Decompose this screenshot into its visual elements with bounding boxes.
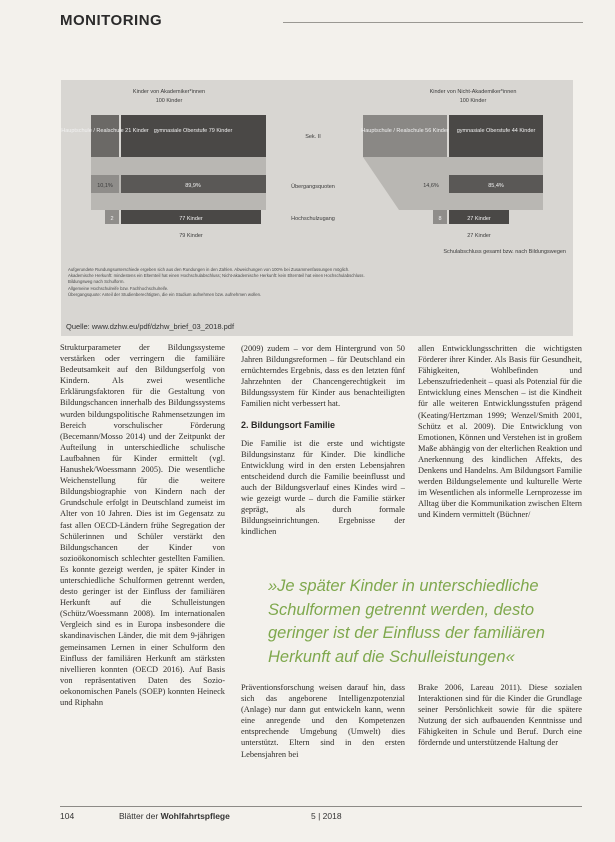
body-paragraph: (2009) zudem – vor dem Hintergrund von 50 Jahren Bildungsreformen – für Deutschland ein ernüchterndes Ergebnis, dass es den letzten fünf Jahrzehnten der Chancengerechtigkeit im Bildungssystem für Kinder aus benachteiligten Familien nicht verbessert hat. xyxy=(241,344,405,409)
right-bottom-big-value: 27 Kinder xyxy=(467,216,491,222)
right-small-block xyxy=(363,115,447,157)
stage-sek2: Sek. II xyxy=(305,134,321,140)
pull-quote: »Je später Kinder in unterschiedliche Schulformen getrennt werden, desto geringer ist der Einfluss der familiären Herkunft auf die Schulleistungen« xyxy=(268,577,545,666)
right-big-block xyxy=(449,115,543,157)
right-group-total: 100 Kinder xyxy=(459,98,487,104)
footer-rule xyxy=(60,806,582,807)
figure-note: Akademische Herkunft: mindestens ein Elternteil hat einen Hochschulabschluss; Nicht-akademische Herkunft: kein Elternteil hat einen Hochschulabschluss. xyxy=(68,273,365,279)
right-bottom-small-value: 8 xyxy=(438,216,442,222)
figure-note: Allgemeine Hochschulreife bzw. Fachhochschulreife. xyxy=(68,285,169,291)
figure-note: Bildungsweg nach Schulform. xyxy=(68,279,125,285)
left-mid-small-value: 10,1% xyxy=(97,183,113,189)
body-paragraph: Brake 2006, Lareau 2011). Diese sozialen Interaktionen sind für die Kinder die Grundlage seiner Persönlichkeit sowie für die spätere Nutzung der sich aufbauenden Kenntnisse und Fähigkeiten in Schule und Beruf. Durch eine fördernde und unterstützende Haltung der xyxy=(418,683,582,748)
right-bottom-total: 27 Kinder xyxy=(467,233,491,239)
left-small-label: Hauptschule / Realschule 21 Kinder xyxy=(61,128,149,134)
magazine-name-prefix: Blätter der xyxy=(119,811,161,821)
right-mid-big-value: 85,4% xyxy=(488,183,504,189)
body-column-2 xyxy=(241,343,405,538)
magazine-name xyxy=(119,811,230,821)
figure-notes xyxy=(68,267,558,298)
body-paragraph: Strukturparameter der Bildungssysteme verstärken oder verringern die familiäre Bedeutsamkeit auf den Bildungserfolg von Kindern. Als zwei wesentliche Erklärungsfaktoren für die Gestaltung von Bildungschancen innerhalb des Bildungssystems wurden bildungspolitische Rahmensetzungen im Bereich vorschulischer Förderung (Becemann/Mosso 2014) und der Zeitpunkt der Aufteilung in unterschiedliche schulische Laufbahnen für Kinder ermittelt (vgl. Hanushek/Woessmann 2005). Die wesentliche Weichenstellung für die weitere Bildungsbiographie von Kindern nach der Grundschule erfolgt in Deutschland zumeist im Alter von 10 Jahren. Dies ist im Gegensatz zu fast allen OECD-Ländern frühe Segregation der Schülerinnen und Schüler verstärkt den Bildungschancen der Kinder von sozioökonomisch schlechter gestellten Familien. Es konnte gezeigt werden, je später Kinder in unterschiedliche Schulformen getrennt werden, desto geringer ist der Einfluss der familiären Herkunft auf die Schulleistungen (Schütz/Woessmann 2008). Im internationalen Vergleich sind es in Europa insbesondere die skandinavischen Länder, die mit dem 9-jährigen gemeinsamen Lernen in einer Schulform den Einfluss der familiären Herkunft am stärksten nivellieren konnten (OECD 2016). Auf Basis von repräsentativen Daten des Sozio-oekonomischen Panels (SOEP) konnten Heineck und Riphahn xyxy=(60,343,225,707)
left-mid-big-value: 89,9% xyxy=(185,183,201,189)
left-bottom-total: 79 Kinder xyxy=(179,233,203,239)
issue-number: 5 | 2018 xyxy=(311,811,342,821)
left-big-label: gymnasiale Oberstufe 79 Kinder xyxy=(153,128,233,134)
legend-note: Schulabschluss gesamt bzw. nach Bildungswegen xyxy=(443,249,566,255)
body-paragraph: allen Entwicklungsschritten die wichtigsten Förderer ihrer Kinder. Als Basis für Gesundheit, Fähigkeiten, Wohlbefinden und Lebenszufriedenheit – quasi als Potenzial für die Entwicklung eines Menschen – ist die Kindheit für alle weiteren Entwicklungsstufen prägend (Keating/Hertzman 1999; Wenzel/Smith 2001, Schütz et al. 2009). Die Entwicklung von Emotionen, Können und Verstehen ist in großem Maße abhängig von der elterlichen Reaktion und Anerkennung des kindlichen Affekts, des Denkens und Handelns. Am Bildungsort Familie werden Bildungselemente und kulturelle Werte im Wesentlichen als informelle Lernprozesse im Alltag über die Kommunikation zwischen Eltern und Kindern vermittelt (Büchner/ xyxy=(418,344,582,520)
body-column-2-bottom xyxy=(241,682,405,760)
stage-transition: Übergangsquoten xyxy=(291,184,335,190)
stage-university: Hochschulzugang xyxy=(291,216,335,222)
page-number: 104 xyxy=(60,811,75,821)
right-group-title: Kinder von Nicht-Akademiker*innen xyxy=(429,89,517,95)
left-group-title: Kinder von Akademiker*innen xyxy=(132,89,206,95)
figure-note: Aufgerundete Rundungsunterschiede ergeben sich aus den Rundungen in den Zahlen. Abweichungen von 100% bei Zusammenfassungen möglich. xyxy=(68,267,350,272)
right-small-label: Hauptschule / Realschule 56 Kinder xyxy=(361,128,449,134)
left-bottom-small-value: 2 xyxy=(110,216,114,222)
right-big-label: gymnasiale Oberstufe 44 Kinder xyxy=(456,128,536,134)
section-subheading: 2. Bildungsort Familie xyxy=(241,419,336,430)
section-title: MONITORING xyxy=(60,12,163,29)
left-small-block xyxy=(91,115,119,157)
header-rule xyxy=(283,22,583,23)
left-bottom-big-value: 77 Kinder xyxy=(179,216,203,222)
magazine-name-bold: Wohlfahrtspflege xyxy=(160,811,230,821)
body-column-3 xyxy=(418,343,582,521)
left-group-total: 100 Kinder xyxy=(155,98,183,104)
figure-note: Übergangsquote: Anteil der Studienberechtigten, die ein Studium aufnehmen bzw. aufnehmen wollen. xyxy=(68,291,262,297)
body-paragraph: Präventionsforschung weisen darauf hin, dass sich das angeborene Intelligenzpotenzial (Anlage) nur dann gut entwickeln kann, wenn eine anregende und den Kompetenzen entsprechende Umgebung (Umwelt) dies unterstützt. Eltern sind in den ersten Lebensjahren bei xyxy=(241,683,405,759)
body-column-1 xyxy=(60,342,225,708)
left-big-block xyxy=(121,115,266,157)
body-paragraph: Die Familie ist die erste und wichtigste Bildungsinstanz für Kinder. Die kindliche Entwicklung wird in den ersten Lebensjahren entscheidend durch die Familie beeinflusst und auch der Bildungsverlauf eines Kindes wird – wie gezeigt wurde – durch die Familie stärker geprägt, als durch formale Bildungseinrichtungen. Ergebnisse der kindlichen xyxy=(241,438,405,537)
figure-source: Quelle: www.dzhw.eu/pdf/dzhw_brief_03_2018.pdf xyxy=(66,322,235,331)
body-column-3-bottom xyxy=(418,682,582,749)
right-mid-small-value: 14,6% xyxy=(423,183,439,189)
